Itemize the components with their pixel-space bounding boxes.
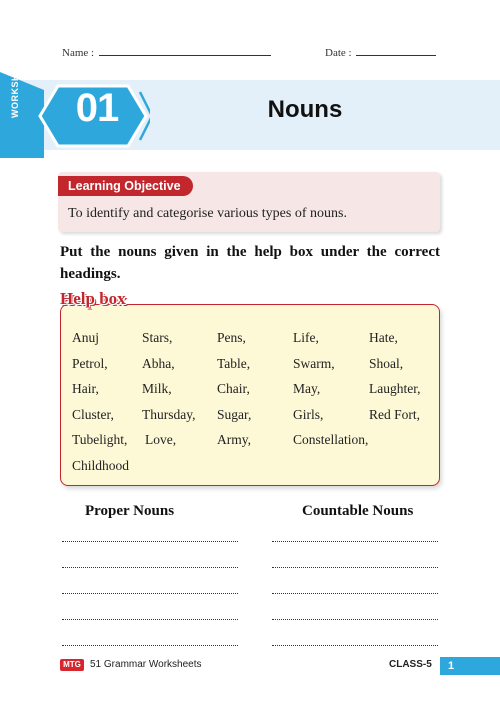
answer-line-proper[interactable] (62, 567, 238, 568)
answer-line-countable[interactable] (272, 645, 438, 646)
date-line (325, 44, 436, 59)
help-word: Milk, (142, 381, 172, 396)
name-field[interactable] (99, 44, 271, 56)
help-word: Abha, (142, 355, 175, 371)
page-title: Nouns (267, 96, 343, 123)
help-word: Love, (145, 432, 177, 447)
answer-line-proper[interactable] (62, 645, 238, 646)
help-word: Girls, (293, 406, 324, 422)
date-field[interactable] (356, 44, 436, 56)
help-box-words (72, 330, 442, 483)
help-word: May, (293, 381, 321, 396)
book-title: 51 Grammar Worksheets (90, 659, 202, 670)
help-word: Petrol, (72, 355, 108, 371)
help-word: Hair, (72, 381, 99, 396)
help-word: Chair, (217, 381, 250, 396)
help-word: Table, (217, 355, 251, 371)
help-row (72, 432, 442, 458)
help-word: Swarm, (293, 355, 335, 371)
proper-nouns-heading: Proper Nouns (85, 503, 175, 519)
help-word: Constellation, (293, 432, 369, 447)
help-word: Shoal, (369, 355, 404, 371)
worksheet-number: 01 (75, 86, 119, 130)
answer-line-countable[interactable] (272, 593, 438, 594)
objective-text: To identify and categorise various types of nouns. (68, 206, 347, 221)
answer-line-countable[interactable] (272, 619, 438, 620)
help-word: Sugar, (217, 406, 252, 422)
worksheet-tab-shape (0, 72, 44, 158)
help-word: Thursday, (142, 406, 196, 422)
name-line (62, 44, 271, 59)
page-number: 1 (440, 657, 500, 675)
date-label: Date : (325, 47, 352, 59)
name-label: Name : (62, 47, 95, 59)
answer-line-proper[interactable] (62, 619, 238, 620)
help-word: Stars, (142, 330, 173, 345)
countable-nouns-heading: Countable Nouns (302, 503, 414, 519)
answer-line-proper[interactable] (62, 541, 238, 542)
answer-line-proper[interactable] (62, 593, 238, 594)
help-box-label: Help box (60, 289, 126, 308)
help-word: Childhood (72, 457, 130, 473)
help-word: Pens, (217, 330, 246, 345)
objective-label: Learning Objective (58, 176, 193, 196)
instruction-text: Put the nouns given in the help box under the correct headings. (60, 244, 440, 282)
class-label: CLASS-5 (389, 659, 432, 670)
help-word: Army, (217, 432, 251, 447)
help-row (72, 407, 442, 433)
help-word: Cluster, (72, 406, 114, 422)
publisher-logo: MTG (60, 659, 84, 671)
answer-line-countable[interactable] (272, 541, 438, 542)
help-word: Hate, (369, 330, 398, 345)
help-row (72, 458, 442, 484)
answer-line-countable[interactable] (272, 567, 438, 568)
help-row (72, 330, 442, 356)
help-row (72, 356, 442, 382)
help-word: Life, (293, 330, 319, 345)
help-word: Anuj (72, 330, 99, 345)
help-row (72, 381, 442, 407)
help-word: Red Fort, (369, 406, 421, 422)
help-word: Laughter, (369, 381, 421, 396)
worksheet-tag: WORKSHEET (10, 55, 20, 118)
help-word: Tubelight, (72, 432, 128, 447)
